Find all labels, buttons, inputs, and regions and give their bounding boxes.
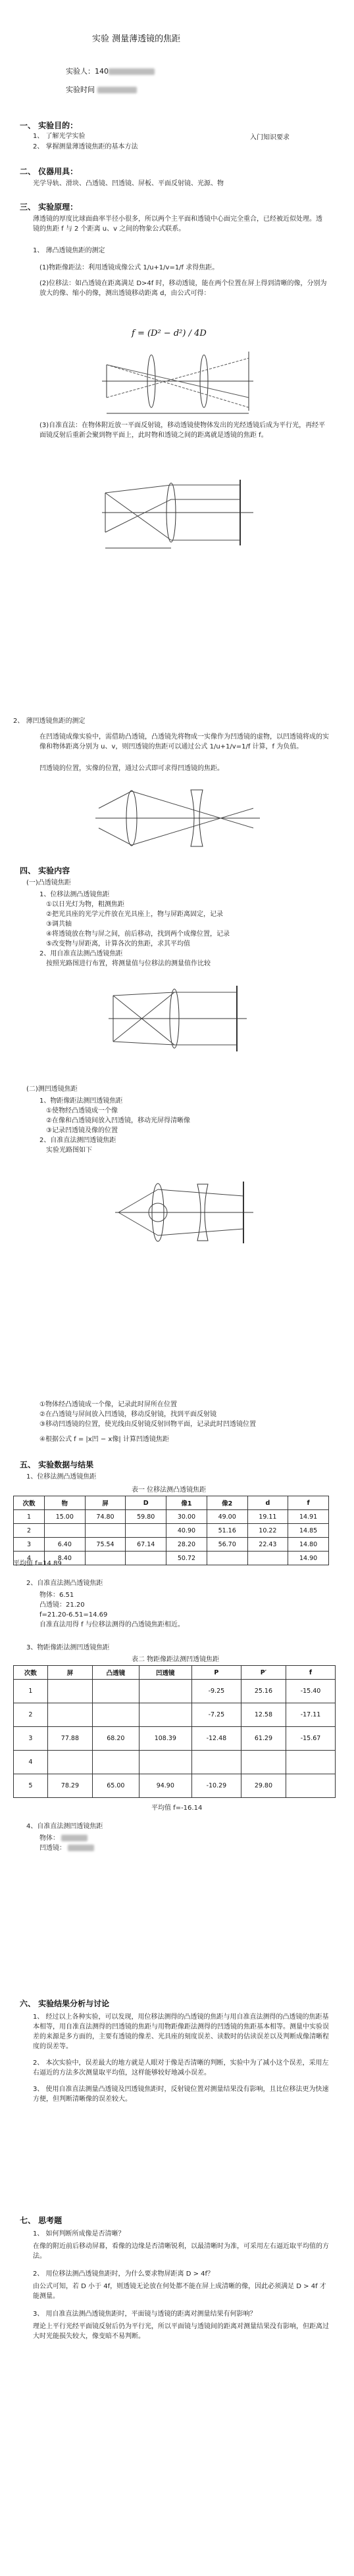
ray — [105, 493, 171, 540]
t1-title: 1、位移法测凸透镜焦距 — [26, 1473, 97, 1481]
table3-caption: 表二 物距像距法测凹透镜焦距 — [132, 1656, 220, 1663]
s4-lines — [39, 890, 329, 969]
cell: 2 — [14, 1524, 45, 1538]
diagram-concave — [92, 782, 263, 854]
ray — [158, 1229, 243, 1235]
s3-m1: (1)物距像距法：利用透镜成像公式 1/u+1/v=1/f 求得焦距。 — [39, 264, 219, 271]
s3b-text: 在凹透镜成像实验中，需借助凸透镜，凸透镜先将物成一实像作为凹透镜的虚物，以凹透镜将成的实像和物体距离分别为 u、v，则凹透镜的焦距可以通过公式 1/u+1/v=1/f 计算，f 为负值。 — [39, 733, 329, 750]
s4c-line: ③移动凹透镜的位置，使光线由反射镜反射回物平面，记录此时凹透镜位置 — [39, 1421, 256, 1428]
cell: 74.80 — [85, 1510, 126, 1524]
ray — [113, 996, 174, 1045]
table-header-row — [14, 1496, 329, 1510]
s4-line: ④将透镜放在物与屏之间，前后移动，找到两个成像位置，记录 — [46, 931, 230, 938]
cell: 67.14 — [126, 1538, 166, 1552]
redacted-block — [68, 1845, 94, 1851]
diagram-autocollimation-2 — [105, 979, 250, 1058]
page-2 — [0, 716, 354, 1400]
header-cell: P — [191, 1666, 241, 1680]
header-cell: d — [247, 1496, 288, 1510]
cell — [85, 1552, 126, 1565]
t2-line: 物体：6.51 — [39, 1592, 74, 1599]
cell: 3 — [14, 1538, 45, 1552]
redacted-block — [61, 1835, 88, 1841]
page-4 — [0, 1998, 354, 2576]
redacted-block — [97, 87, 137, 93]
t2-lines — [39, 1590, 329, 1630]
s4-line: 1、位移法测凸透镜焦距 — [39, 891, 110, 898]
table-row — [14, 1703, 336, 1727]
s4-line2: 1、物距像距法测凹透镜焦距 — [39, 1097, 123, 1105]
cell: 5 — [14, 1774, 48, 1798]
cell — [286, 1774, 336, 1798]
diagram-displacement — [99, 345, 257, 417]
s6-item: 1、 经过以上各种实验，可以发现，用位移法测得的凸透镜的焦距与用自准直法测得的凸透镜的焦距基本相等，用自准直法测得的凹透镜的焦距与用物距像距法测得的凹透镜的焦距基本相等。测量中实验误差的来源是多方面的，主要有透镜的像差、光具座的刻度误差、读数时的估读误差以及判断成像清晰程度的误差等。 — [33, 2013, 329, 2050]
s7-items — [33, 2229, 329, 2349]
cell: -10.29 — [191, 1774, 241, 1798]
cell — [139, 1751, 191, 1774]
t2-line: 凸透镜：21.20 — [39, 1601, 85, 1609]
s7-question: 1、 如何判断所成像是否清晰？ — [33, 2230, 125, 2238]
cell — [47, 1751, 92, 1774]
cell: 29.80 — [241, 1774, 286, 1798]
ray — [113, 992, 174, 996]
cell: 14.80 — [288, 1538, 329, 1552]
cell — [247, 1552, 288, 1565]
table-header-row — [14, 1666, 336, 1680]
cell: 50.72 — [166, 1552, 207, 1565]
ray — [113, 1042, 174, 1045]
ray — [158, 1189, 243, 1196]
cell — [47, 1680, 92, 1703]
s7-question: 3、 用自准直法测凸透镜焦距时，平面镜与透镜的距离对测量结果有何影响？ — [33, 2311, 257, 2318]
cell — [139, 1680, 191, 1703]
redacted-block — [109, 68, 155, 75]
s7-answer: 理论上平行光经平面镜反射后仍为平行光，所以平面镜与透镜间的距离对测量结果没有影响，但距离过大时光能损失较大，像变暗不易判断。 — [33, 2323, 329, 2340]
t4-line: 物体： — [39, 1833, 94, 1843]
s4-lines2 — [39, 1096, 329, 1155]
tag-text: 入门知识要求 — [250, 134, 290, 141]
s3-intro: 薄透镜的厚度比球面曲率半径小很多，所以两个主平面和透镜中心面完全重合，已经被近似处理。透镜的焦距 f 与 2 个距离 u、v 之间的物象公式联系。 — [33, 216, 322, 233]
ray — [107, 358, 249, 398]
cell: 30.00 — [166, 1510, 207, 1524]
s4-line: ①以日光灯为物，粗测焦距 — [46, 901, 124, 908]
s6-title: 六、 实验结果分析与讨论 — [20, 1999, 110, 2008]
s6-items — [33, 2012, 329, 2111]
s4-line2: ①使物经凸透镜成一个像 — [46, 1107, 118, 1115]
cell — [126, 1524, 166, 1538]
diagram-concave-autocollimation — [112, 1176, 257, 1249]
header-cell: 凸透镜 — [92, 1666, 139, 1680]
header-cell: 次数 — [14, 1666, 48, 1680]
cell: -17.11 — [286, 1703, 336, 1727]
cell: 78.29 — [47, 1774, 92, 1798]
cell: 4 — [14, 1552, 45, 1565]
s4c-line: ②在凸透镜与屏间放入凹透镜，移动反射镜，找到平面反射镜 — [39, 1411, 216, 1418]
reporter-label: 实验人：140 — [66, 66, 155, 76]
s4-line2: ②在像和凸透镜间放入凹透镜，移动光屏得清晰像 — [46, 1117, 190, 1124]
cell: 10.22 — [247, 1524, 288, 1538]
table-row — [14, 1680, 336, 1703]
table-row — [14, 1538, 329, 1552]
s4c-line: ①物体经凸透镜成一个像，记录此时屏所在位置 — [39, 1401, 177, 1408]
s4-line2: 实验光路图如下 — [46, 1147, 92, 1154]
s3-m2: (2)位移法：如凸透镜在距离满足 D>4f 时，移动透镜，能在两个位置在屏上得到清晰的像，分别为放大的像、缩小的像，测出透镜移动距离 d，由公式可得： — [39, 280, 327, 297]
cell: 51.16 — [207, 1524, 247, 1538]
cell: 4 — [14, 1751, 48, 1774]
s7-title: 七、 思考题 — [20, 2216, 63, 2225]
cell — [207, 1552, 247, 1565]
cell: 8.40 — [44, 1552, 85, 1565]
formula-displacement: f = (D² − d²) / 4D — [132, 329, 207, 338]
t2-title: 2、自准直法测凸透镜焦距 — [26, 1580, 103, 1587]
cell: 65.00 — [92, 1774, 139, 1798]
cell — [139, 1703, 191, 1727]
header-cell: 像1 — [166, 1496, 207, 1510]
table3 — [13, 1665, 336, 1798]
cell: 56.70 — [207, 1538, 247, 1552]
header-cell: f — [286, 1666, 336, 1680]
cell — [92, 1703, 139, 1727]
cell: 3 — [14, 1727, 48, 1751]
table-row — [14, 1751, 336, 1774]
cell — [286, 1751, 336, 1774]
table-row — [14, 1524, 329, 1538]
cell: 14.90 — [288, 1552, 329, 1565]
s1-item-1: 1、 了解光学实验 — [33, 133, 86, 140]
ray — [105, 499, 171, 532]
ray — [113, 992, 174, 1042]
cell: -12.48 — [191, 1727, 241, 1751]
cell: -15.67 — [286, 1727, 336, 1751]
table3-avg: 平均值 f=-16.14 — [151, 1805, 203, 1812]
cell: 28.20 — [166, 1538, 207, 1552]
cell: 6.40 — [44, 1538, 85, 1552]
s2-text: 光学导轨、滑块、凸透镜、凹透镜、屏板、平面反射镜、光源、物 — [33, 180, 224, 187]
header-cell: 像2 — [207, 1496, 247, 1510]
s3b-title: 2、 薄凹透镜焦距的测定 — [13, 718, 86, 725]
cell — [47, 1703, 92, 1727]
s4-title: 四、 实验内容 — [20, 866, 70, 875]
s4c-line: ④根据公式 f = |x凹 − x像| 计算凹透镜焦距 — [39, 1436, 169, 1443]
s2-title: 二、 仪器用具： — [20, 167, 78, 176]
cell: 40.90 — [166, 1524, 207, 1538]
cell: 2 — [14, 1703, 48, 1727]
t3-title: 3、物距像距法测凹透镜焦距 — [26, 1644, 110, 1651]
cell: 12.58 — [241, 1703, 286, 1727]
cell: 22.43 — [247, 1538, 288, 1552]
cell: 49.00 — [207, 1510, 247, 1524]
cell: 59.80 — [126, 1510, 166, 1524]
cell: 19.11 — [247, 1510, 288, 1524]
cell — [92, 1680, 139, 1703]
t2-line: 自准直法用得 f 与位移法测得的凸透镜焦距相近。 — [39, 1621, 184, 1628]
ray — [105, 485, 171, 493]
header-cell: P′ — [241, 1666, 286, 1680]
s7-answer: 由公式可知，若 D 小于 4f，则透镜无论放在何处都不能在屏上成清晰的像，因此必须满足 D > 4f 才能测量。 — [33, 2283, 326, 2300]
cell — [44, 1524, 85, 1538]
t4-line: 凹透镜： — [39, 1843, 94, 1853]
cell — [191, 1751, 241, 1774]
s4-line2: 2、自准直法测凹透镜焦距 — [39, 1137, 116, 1144]
s3-method-title: 1、 薄凸透镜焦距的测定 — [33, 247, 105, 254]
s1-title: 一、 实验目的： — [20, 121, 78, 130]
cell: 77.88 — [47, 1727, 92, 1751]
cell: 25.16 — [241, 1680, 286, 1703]
s4-line: ②把光具座的光学元件放在光具座上，物与屏距离固定，记录 — [46, 911, 223, 918]
s7-answer: 在像的附近前后移动屏幕，看像的边缘是否清晰锐利，以最清晰时为准，可采用左右逼近取平均值的方法。 — [33, 2243, 329, 2260]
cell: 15.00 — [44, 1510, 85, 1524]
ray — [107, 365, 249, 407]
table1 — [13, 1496, 329, 1565]
page-3 — [0, 1400, 354, 1991]
table1-caption: 表一 位移法测凸透镜焦距 — [132, 1486, 207, 1494]
cell: 1 — [14, 1680, 48, 1703]
s6-item: 3、 使用自准直法测量凸透镜及凹透镜焦距时，反射镜位置对测量结果没有影响，且比位移法更为快速方便，但判断清晰像的误差较大。 — [33, 2086, 329, 2103]
cell: 61.29 — [241, 1727, 286, 1751]
cell: 68.20 — [92, 1727, 139, 1751]
cell: -15.40 — [286, 1680, 336, 1703]
cell: 75.54 — [85, 1538, 126, 1552]
table-row — [14, 1727, 336, 1751]
s4c-lines — [39, 1400, 329, 1444]
s3-title: 三、 实验原理： — [20, 202, 78, 212]
s4-line2: ③记录凹透镜及像的位置 — [46, 1127, 118, 1134]
cell: 14.85 — [288, 1524, 329, 1538]
s4-line: 按照光路图进行布置，将测量值与位移法的测量值作比较 — [46, 960, 211, 967]
header-cell: D — [126, 1496, 166, 1510]
t4-title: 4、自准直法测凹透镜焦距 — [26, 1823, 103, 1830]
header-cell: 凹透镜 — [139, 1666, 191, 1680]
cell: -9.25 — [191, 1680, 241, 1703]
cell — [85, 1524, 126, 1538]
cell: 108.39 — [139, 1727, 191, 1751]
s4-line: ③调共轴 — [46, 921, 72, 928]
s3b-text2: 凹透镜的位置，实像的位置，通过公式即可求得凹透镜的焦距。 — [39, 765, 224, 772]
table-row — [14, 1510, 329, 1524]
s4-sub1: (一)凸透镜焦距 — [26, 879, 71, 886]
s5-title: 五、 实验数据与结果 — [20, 1460, 94, 1469]
s6-item: 2、 本次实验中，误差最大的地方就是人眼对于像是否清晰的判断，实验中为了减小这个误差，采用左右逼近的方法多次测量取平均值，这样能够较好地减小误差。 — [33, 2059, 329, 2077]
table-row — [14, 1774, 336, 1798]
t2-line: f=21.20-6.51=14.69 — [39, 1611, 108, 1619]
time-label: 实验时间 — [66, 84, 137, 95]
cell — [92, 1751, 139, 1774]
header-cell: 屏 — [85, 1496, 126, 1510]
table1-avg: 平均值 f=14.89 — [13, 1560, 62, 1567]
s1-item-2: 2、 掌握测量薄透镜焦距的基本方法 — [33, 143, 138, 150]
page-1 — [0, 0, 354, 716]
s4-line: 2、用自准直法测凸透镜焦距 — [39, 950, 123, 957]
diagram-autocollimation — [99, 473, 257, 552]
t4-lines — [39, 1833, 94, 1853]
header-cell: f — [288, 1496, 329, 1510]
cell: 14.91 — [288, 1510, 329, 1524]
header-cell: 次数 — [14, 1496, 45, 1510]
cell — [126, 1552, 166, 1565]
cell: 94.90 — [139, 1774, 191, 1798]
cell — [241, 1751, 286, 1774]
cell: -7.25 — [191, 1703, 241, 1727]
report-title: 实验 测量薄透镜的焦距 — [92, 34, 181, 44]
s4-line: ⑤改变物与屏距离，计算各次的焦距，求其平均值 — [46, 940, 190, 948]
cell: 1 — [14, 1510, 45, 1524]
s7-question: 2、 用位移法测凸透镜焦距时，为什么要求物屏距离 D > 4f？ — [33, 2270, 215, 2278]
s3-m3: (3)自准直法：在物体附近放一平面反射镜，移动透镜使物体发出的光经透镜后成为平行光，再经平面镜反射后重新会聚到物平面上，此时物和透镜之间的距离就是透镜的焦距 f。 — [39, 422, 326, 439]
header-cell: 屏 — [47, 1666, 92, 1680]
s4-sub2: (二)测凹透镜焦距 — [26, 1086, 78, 1093]
header-cell: 物 — [44, 1496, 85, 1510]
